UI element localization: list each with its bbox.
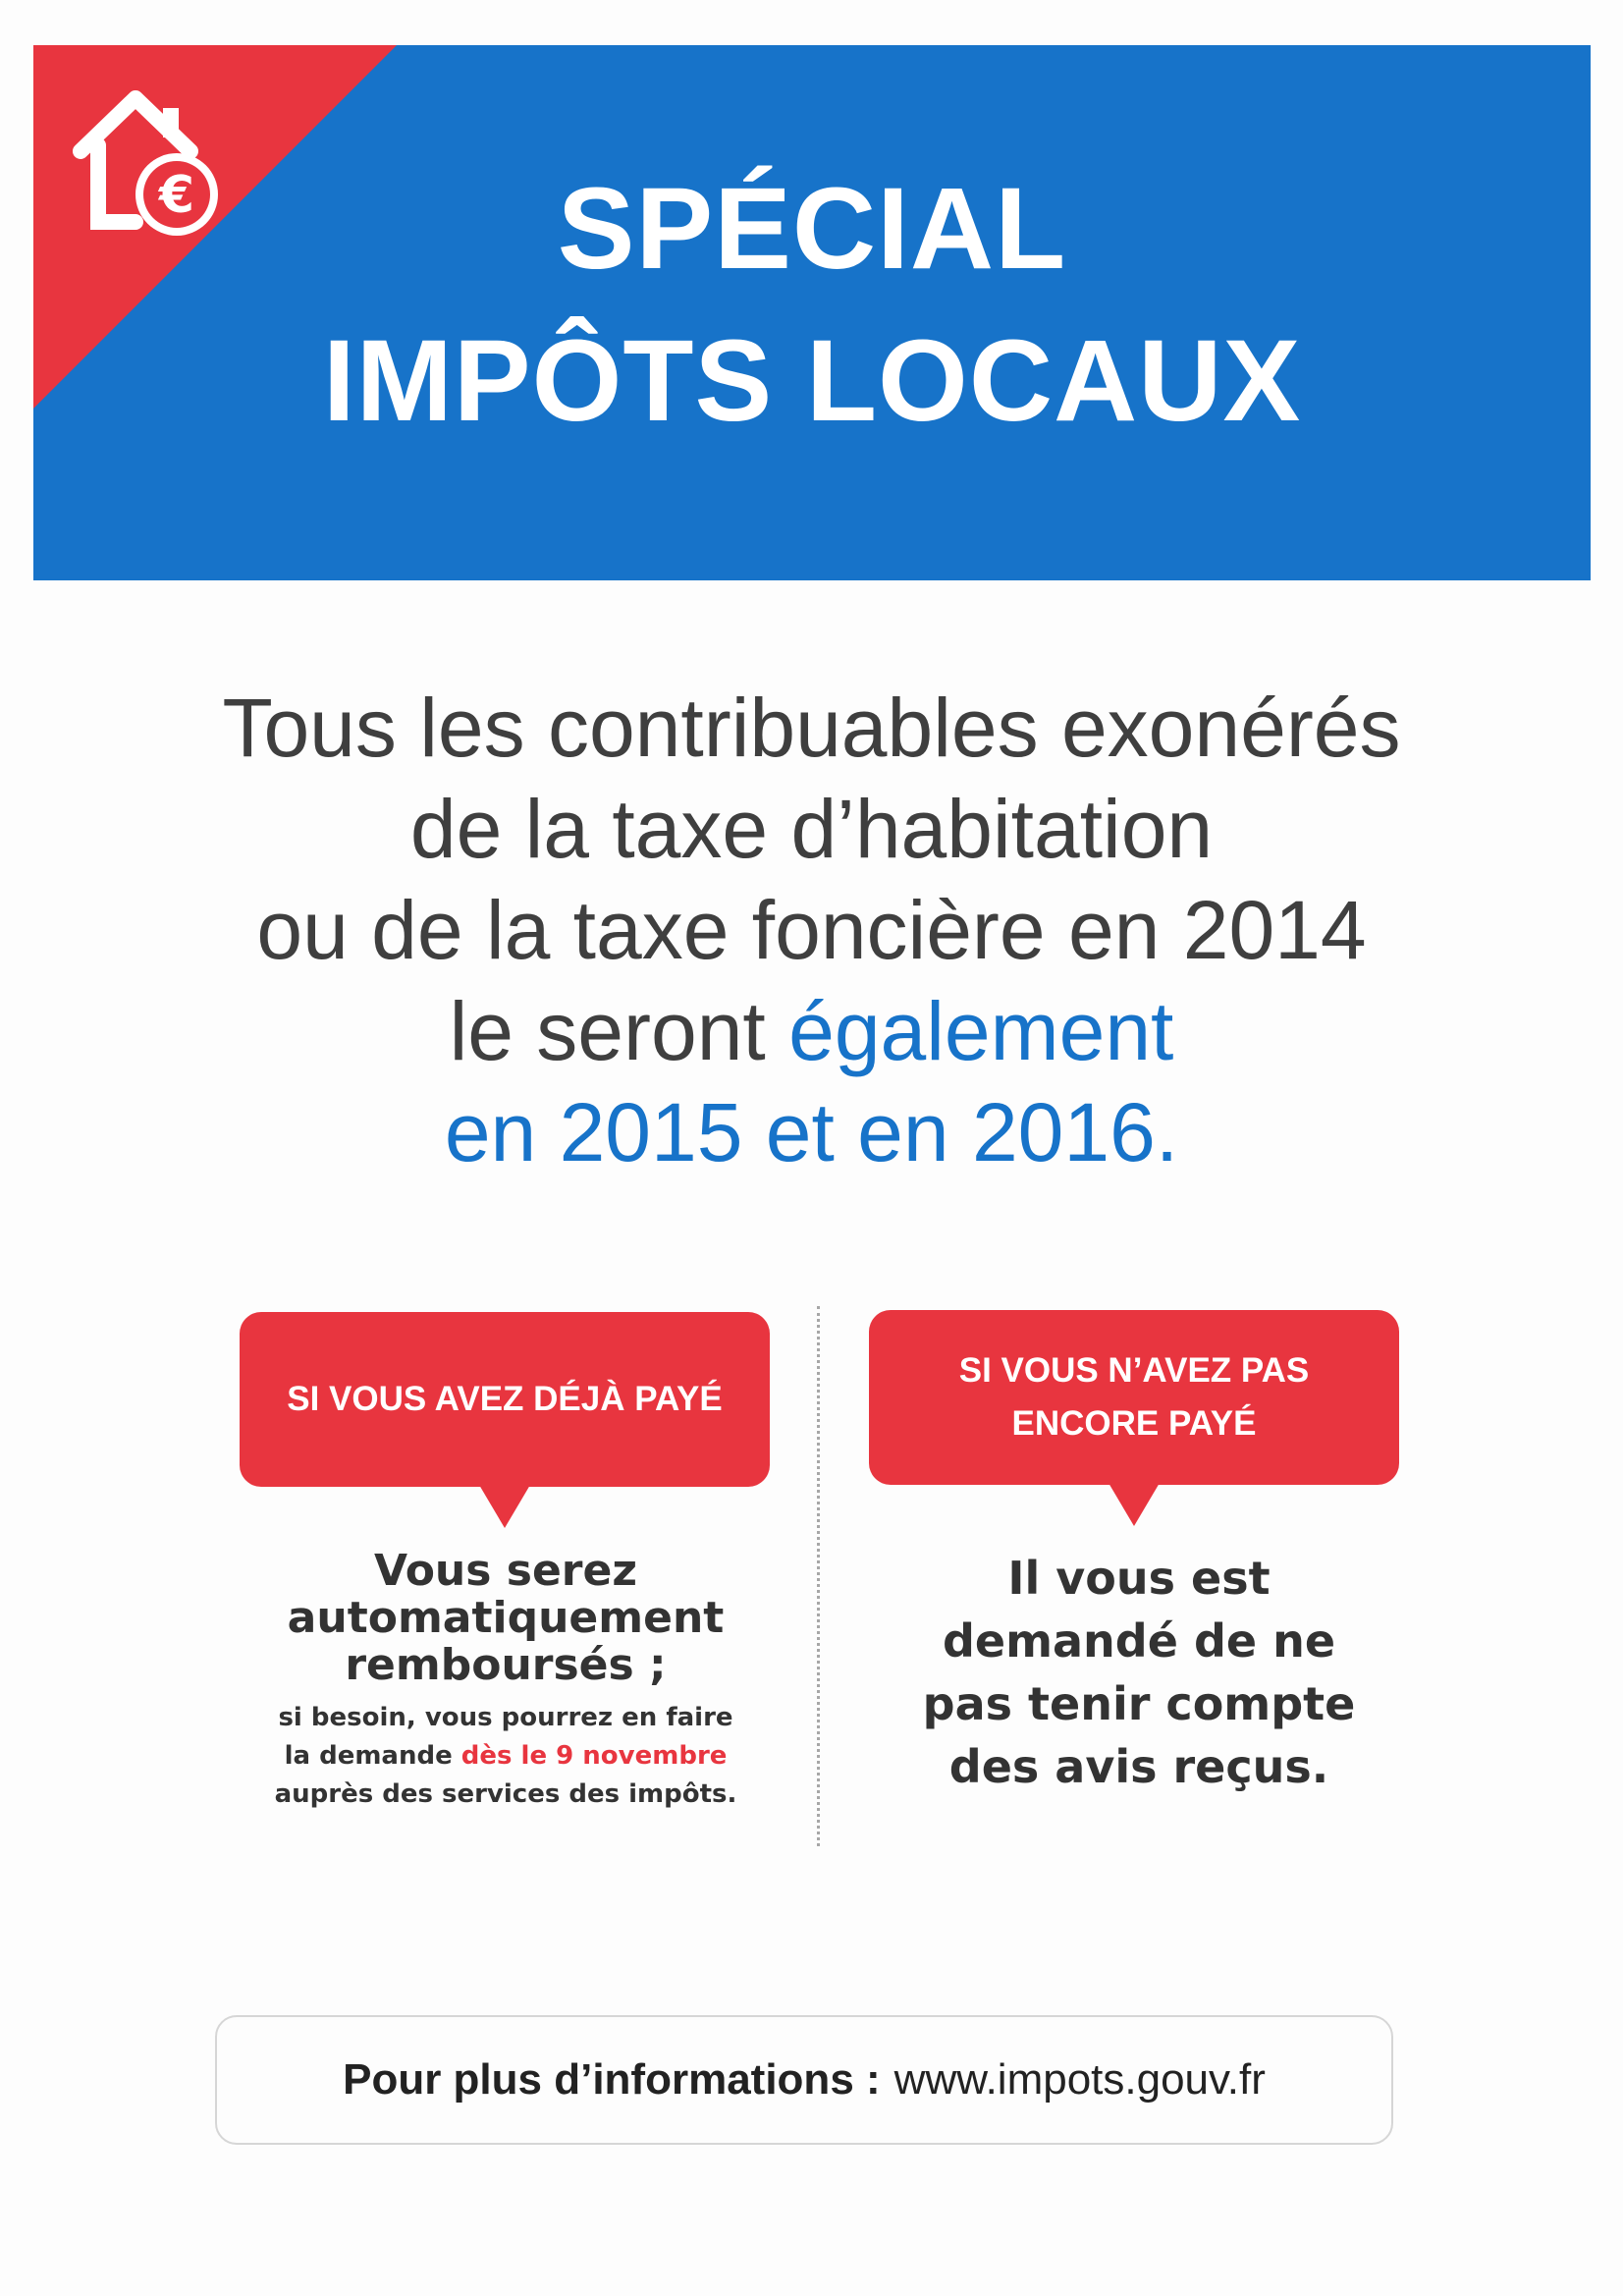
main-statement	[0, 678, 1623, 1183]
statement-line-4	[0, 981, 1623, 1082]
note-line2	[221, 1737, 790, 1776]
vertical-divider	[817, 1306, 820, 1846]
footer-label: Pour plus d’informations :	[343, 2055, 881, 2104]
note-line2-before: la demande	[284, 1741, 461, 1771]
statement-line-2: de la taxe d’habitation	[409, 783, 1214, 875]
answer-right-line3: pas tenir compte	[922, 1677, 1356, 1730]
callout-already-paid-label: SI VOUS AVEZ DÉJÀ PAYÉ	[287, 1380, 723, 1418]
statement-line-5: en 2015 et en 2016.	[444, 1086, 1179, 1178]
callout-not-yet-paid-line1: SI VOUS N’AVEZ PAS	[958, 1351, 1310, 1390]
callout-already-paid	[240, 1312, 770, 1487]
svg-text:€: €	[158, 166, 195, 225]
note-date-highlight: dès le 9 novembre	[460, 1741, 728, 1771]
callout-not-yet-paid-line2: ENCORE PAYÉ	[1011, 1404, 1257, 1443]
statement-line-4-blue: également	[788, 985, 1174, 1077]
note-line1: si besoin, vous pourrez en faire	[278, 1703, 733, 1732]
banner-title-line1: SPÉCIAL	[557, 164, 1067, 294]
answer-right-line4: des avis reçus.	[948, 1740, 1329, 1793]
statement-line-3: ou de la taxe foncière en 2014	[256, 884, 1367, 976]
banner-title-line2: IMPÔTS LOCAUX	[322, 316, 1302, 446]
answer-left-note	[221, 1699, 790, 1814]
statement-line-1: Tous les contribuables exonérés	[222, 682, 1401, 774]
header-banner	[33, 45, 1591, 580]
website-link[interactable]: www.impots.gouv.fr	[893, 2055, 1266, 2104]
answer-already-paid	[221, 1548, 790, 1814]
statement-line-4-gray: le seront	[449, 985, 789, 1077]
answer-left-line3: remboursés ;	[345, 1640, 667, 1690]
answer-right-line1: Il vous est	[1007, 1552, 1271, 1605]
answer-not-yet-paid	[864, 1547, 1414, 1798]
answer-left-line1: Vous serez	[374, 1546, 637, 1596]
note-line3: auprès des services des impôts.	[274, 1779, 737, 1809]
footer-info-box	[215, 2015, 1393, 2145]
answer-left-line2: automatiquement	[287, 1593, 725, 1643]
callout-not-yet-paid	[869, 1310, 1399, 1485]
answer-right-line2: demandé de ne	[942, 1614, 1336, 1667]
